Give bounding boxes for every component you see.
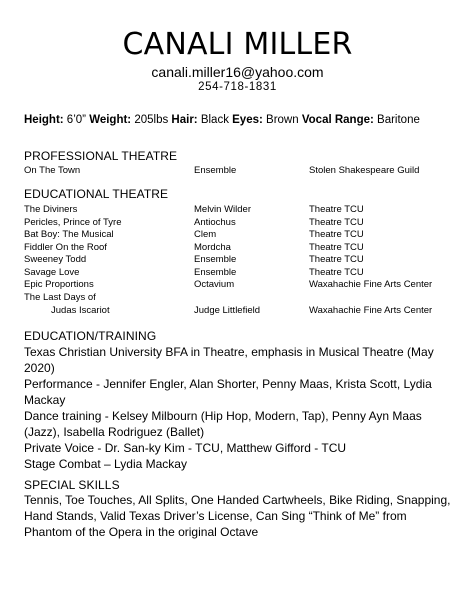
eyes-value: Brown (262, 114, 302, 126)
role: Ensemble (194, 165, 237, 176)
educational-theatre-heading: EDUCATIONAL THEATRE (24, 187, 169, 201)
company: Theatre TCU (309, 204, 364, 215)
physical-stats (24, 113, 464, 127)
role: Clem (194, 229, 217, 240)
show-title: On The Town (24, 165, 81, 176)
company: Theatre TCU (309, 254, 364, 265)
company: Theatre TCU (309, 217, 364, 228)
show-title: Savage Love (24, 267, 80, 278)
company: Waxahachie Fine Arts Center (309, 305, 433, 316)
weight-value: 205lbs (131, 114, 172, 126)
company: Theatre TCU (309, 242, 364, 253)
show-title: Judas Iscariot (51, 305, 110, 316)
special-skills-text: Tennis, Toe Touches, All Splits, One Handed Cartwheels, Bike Riding, Snapping, Hand Stands, Valid Texas Driver’s License, Can Sing “Think of Me” from Phantom of the Opera in the original Octave (24, 493, 451, 539)
training-line: Texas Christian University BFA in Theatre, emphasis in Musical Theatre (May 2020) (24, 345, 434, 375)
role: Octavium (194, 279, 235, 290)
special-skills-heading: SPECIAL SKILLS (24, 478, 120, 492)
show-title: The Last Days of (24, 292, 96, 303)
education-training-heading: EDUCATION/TRAINING (24, 329, 157, 343)
company: Theatre TCU (309, 229, 364, 240)
role: Antiochus (194, 217, 236, 228)
training-line: Private Voice - Dr. San-ky Kim - TCU, Matthew Gifford - TCU (24, 441, 347, 455)
show-title: Fiddler On the Roof (24, 242, 107, 253)
height-label: Height: (24, 114, 64, 126)
credit-row (24, 291, 454, 304)
role: Ensemble (194, 267, 237, 278)
show-title: Sweeney Todd (24, 254, 87, 265)
height-value: 6’0” (63, 114, 90, 126)
hair-value: Black (197, 114, 233, 126)
show-title: The Diviners (24, 204, 78, 215)
training-line: Performance - Jennifer Engler, Alan Shorter, Penny Maas, Krista Scott, Lydia Mackay (24, 377, 432, 407)
weight-label: Weight: (89, 114, 132, 126)
professional-theatre-heading: PROFESSIONAL THEATRE (24, 149, 178, 163)
role: Judge Littlefield (194, 305, 261, 316)
show-title: Bat Boy: The Musical (24, 229, 114, 240)
credit-row (24, 164, 454, 177)
company: Theatre TCU (309, 267, 364, 278)
company: Stolen Shakespeare Guild (309, 165, 420, 176)
hair-label: Hair: (171, 114, 198, 126)
vocal-range-value: Baritone (373, 114, 420, 126)
show-title: Epic Proportions (24, 279, 94, 290)
role: Mordcha (194, 242, 231, 253)
email-address: canali.miller16@yahoo.com (151, 64, 324, 80)
credit-row (24, 203, 454, 216)
show-title: Pericles, Prince of Tyre (24, 217, 122, 228)
credit-row (24, 304, 454, 317)
credit-row (24, 228, 454, 241)
training-line: Stage Combat – Lydia Mackay (24, 457, 187, 471)
role: Melvin Wilder (194, 204, 252, 215)
vocal-range-label: Vocal Range: (301, 114, 374, 126)
training-line: Dance training - Kelsey Milbourn (Hip Hop, Modern, Tap), Penny Ayn Maas (Jazz), Isabella Rodriguez (Ballet) (24, 409, 422, 439)
credit-row (24, 253, 454, 266)
company: Waxahachie Fine Arts Center (309, 279, 433, 290)
role: Ensemble (194, 254, 237, 265)
eyes-label: Eyes: (232, 114, 263, 126)
credit-row (24, 278, 454, 291)
phone-number: 254-718-1831 (198, 81, 277, 93)
actor-name: CANALI MILLER (122, 27, 353, 62)
